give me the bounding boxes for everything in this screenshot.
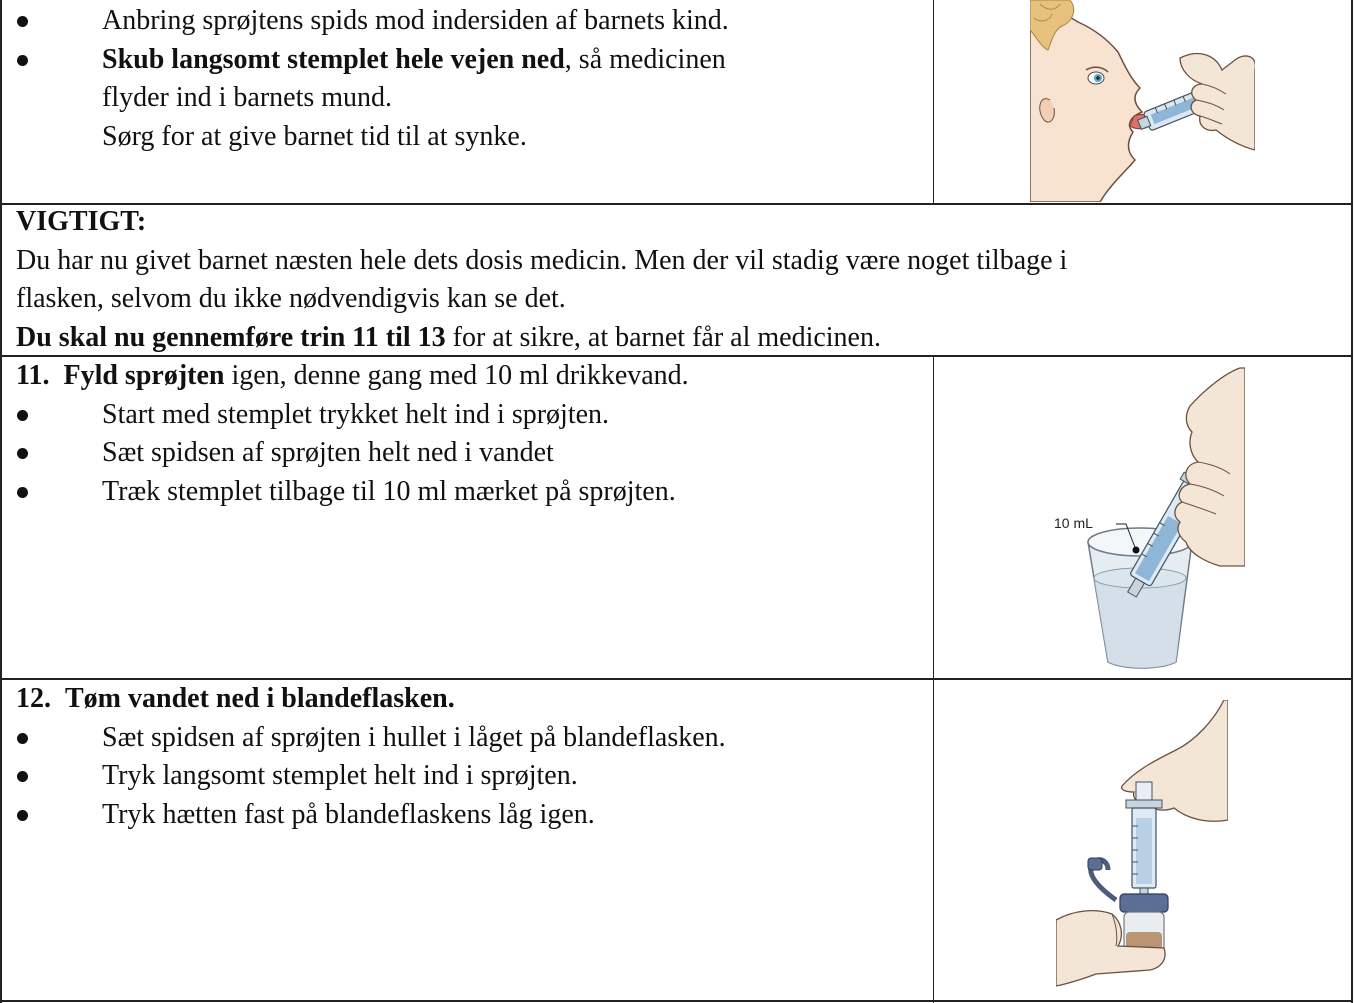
list-item xyxy=(16,757,926,796)
list-item-text: Start med stemplet trykket helt ind i sprøjten. xyxy=(102,398,610,430)
table-border-right xyxy=(1351,0,1353,1003)
important-line: flasken, selvom du ikke nødvendigvis kan se det. xyxy=(16,283,566,315)
list-item-text: , så medicinen xyxy=(564,43,726,75)
column-divider-top xyxy=(933,0,934,204)
list-item xyxy=(16,796,926,835)
step-top-text xyxy=(16,2,926,156)
list-item-text: Anbring sprøjtens spids mod indersiden af barnets kind. xyxy=(102,5,729,36)
list-item-text: Sæt spidsen af sprøjten helt ned i vandet xyxy=(102,437,554,469)
list-item-text: Træk stemplet tilbage til 10 ml mærket på sprøjten. xyxy=(102,475,676,507)
important-section xyxy=(16,203,1336,357)
list-item xyxy=(16,41,926,80)
important-line: for at sikre, at barnet får al medicinen. xyxy=(445,321,881,353)
table-border-bottom xyxy=(0,1000,1353,1002)
list-item xyxy=(16,396,926,435)
syringe-cup-illustration xyxy=(1040,366,1245,672)
step-12-heading xyxy=(16,680,926,719)
important-line: Du har nu givet barnet næsten hele dets dosis medicin. Men der vil stadig være noget tilbage i xyxy=(16,244,1068,276)
table-border-left xyxy=(0,0,2,1003)
step-11-heading xyxy=(16,357,926,396)
important-bold-instruction: Du skal nu gennemføre trin 11 til 13 xyxy=(16,321,446,353)
list-item-text: Tryk hætten fast på blandeflaskens låg igen. xyxy=(102,798,595,830)
syringe-volume-label: 10 mL xyxy=(1054,515,1093,531)
list-item xyxy=(16,434,926,473)
step-12-text xyxy=(16,680,926,834)
list-item-text: Tryk langsomt stemplet helt ind i sprøjten. xyxy=(102,760,578,792)
list-item xyxy=(16,473,926,512)
column-divider-step11 xyxy=(933,356,934,679)
important-heading: VIGTIGT: xyxy=(16,206,147,237)
list-item xyxy=(16,2,926,41)
step-title-bold: Tøm vandet ned i blandeflasken. xyxy=(65,683,455,714)
continuation-line: flyder ind i barnets mund. xyxy=(102,82,393,114)
step-number: 12. xyxy=(16,683,51,714)
list-item xyxy=(16,719,926,758)
column-divider-step12 xyxy=(933,679,934,1003)
step-title-bold: Fyld sprøjten xyxy=(63,360,225,391)
syringe-bottle-illustration xyxy=(1056,700,1228,990)
step-number: 11. xyxy=(16,360,50,391)
step-title-rest: igen, denne gang med 10 ml drikkevand. xyxy=(224,360,689,391)
list-item-bold: Skub langsomt stemplet hele vejen ned xyxy=(102,43,565,75)
step-11-text xyxy=(16,357,926,511)
baby-syringe-illustration xyxy=(1030,0,1255,202)
continuation-line: Sørg for at give barnet tid til at synke. xyxy=(102,120,527,152)
list-item-text: Sæt spidsen af sprøjten i hullet i låget på blandeflasken. xyxy=(102,721,726,753)
